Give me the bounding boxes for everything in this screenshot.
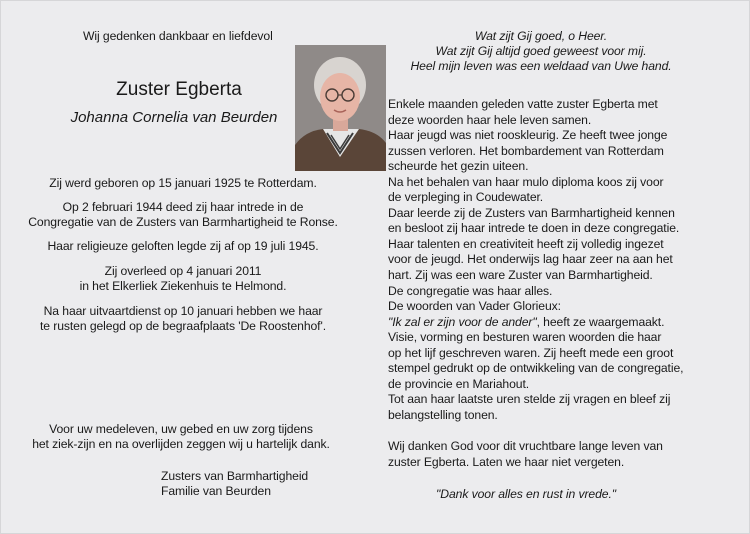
biography-line: zussen verloren. Het bombardement van Rotterdam xyxy=(388,143,664,158)
biography-line: Enkele maanden geleden vatte zuster Egberta met xyxy=(388,97,658,111)
biography-line: belangstelling tonen. xyxy=(388,407,498,422)
biography-line: De woorden van Vader Glorieux: xyxy=(388,299,561,314)
thanks-text-line1: Voor uw medeleven, uw gebed en uw zorg tijdens xyxy=(49,422,313,436)
biography-line: Haar jeugd was niet rooskleurig. Ze heeft twee jonge xyxy=(388,128,668,143)
biography-line: voor de jeugd. Het onderwijs lag haar zeer na aan het xyxy=(388,252,673,267)
quote-rest: , heeft ze waargemaakt. xyxy=(536,314,665,329)
biography-line: de verpleging in Coudewater. xyxy=(388,190,544,205)
biography-line: Visie, vorming en besturen waren woorden die haar xyxy=(388,330,662,345)
biography-line: Tot aan haar laatste uren stelde zij vragen en bleef zij xyxy=(388,392,671,407)
death-text-line2: in het Elkerliek Ziekenhuis te Helmond. xyxy=(79,279,287,293)
biography-text xyxy=(388,97,704,470)
biography-line: Haar talenten en creativiteit heeft zij volledig ingezet xyxy=(388,236,664,251)
portrait-photo xyxy=(295,45,386,171)
biography-line: De congregatie was haar alles. xyxy=(388,283,553,298)
final-farewell: "Dank voor alles en rust in vrede." xyxy=(436,487,616,501)
biography-line: en besloot zij haar intrede te doen in deze congregatie. xyxy=(388,221,680,236)
biography-line: de provincie en Mariahout. xyxy=(388,376,530,391)
poem-line2: Wat zijt Gij altijd goed geweest voor mij. xyxy=(435,44,647,58)
funeral-text-line1: Na haar uitvaartdienst op 10 januari hebben we haar xyxy=(43,304,323,318)
birth-text: Zij werd geboren op 15 januari 1925 te Rotterdam. xyxy=(49,176,317,190)
death-text-line1: Zij overleed op 4 januari 2011 xyxy=(104,264,262,278)
biography-line: op het lijf geschreven waren. Zij heeft mede een groot xyxy=(388,345,674,360)
quote-line xyxy=(388,315,704,331)
closing-line: zuster Egberta. Laten we haar niet vergeten. xyxy=(388,454,625,469)
quote-italic: "Ik zal er zijn voor de ander" xyxy=(388,314,537,329)
paragraph-gap xyxy=(388,423,704,439)
thanks-text-line2: het ziek-zijn en na overlijden zeggen wij u hartelijk dank. xyxy=(32,437,330,451)
biography-line: Na het behalen van haar mulo diploma koos zij voor xyxy=(388,174,664,189)
deceased-name: Zuster Egberta xyxy=(116,79,242,100)
entry-text-line1: Op 2 februari 1944 deed zij haar intrede in de xyxy=(62,200,304,214)
intro-text: Wij gedenken dankbaar en liefdevol xyxy=(83,29,273,43)
biography-line: stempel gedrukt op de ontwikkeling van de congregatie, xyxy=(388,361,684,376)
biography-line: hart. Zij was een ware Zuster van Barmhartigheid. xyxy=(388,268,653,283)
closing-line: Wij danken God voor dit vruchtbare lange leven van xyxy=(388,438,663,453)
entry-text-line2: Congregatie van de Zusters van Barmhartigheid te Ronse. xyxy=(28,215,338,229)
portrait-image xyxy=(295,45,386,171)
poem-line3: Heel mijn leven was een weldaad van Uwe hand. xyxy=(410,59,672,73)
biography-line: scheurde het gezin uiteen. xyxy=(388,159,529,174)
funeral-text-line2: te rusten gelegd op de begraafplaats 'De Roostenhof'. xyxy=(40,319,326,333)
deceased-fullname: Johanna Cornelia van Beurden xyxy=(70,109,278,126)
signature-line1: Zusters van Barmhartigheid xyxy=(161,469,309,483)
vows-text: Haar religieuze geloften legde zij af op 19 juli 1945. xyxy=(47,239,319,253)
poem-line1: Wat zijt Gij goed, o Heer. xyxy=(474,29,608,43)
biography-line: Daar leerde zij de Zusters van Barmhartigheid kennen xyxy=(388,205,675,220)
biography-line: deze woorden haar hele leven samen. xyxy=(388,112,592,127)
signature-line2: Familie van Beurden xyxy=(161,484,271,498)
